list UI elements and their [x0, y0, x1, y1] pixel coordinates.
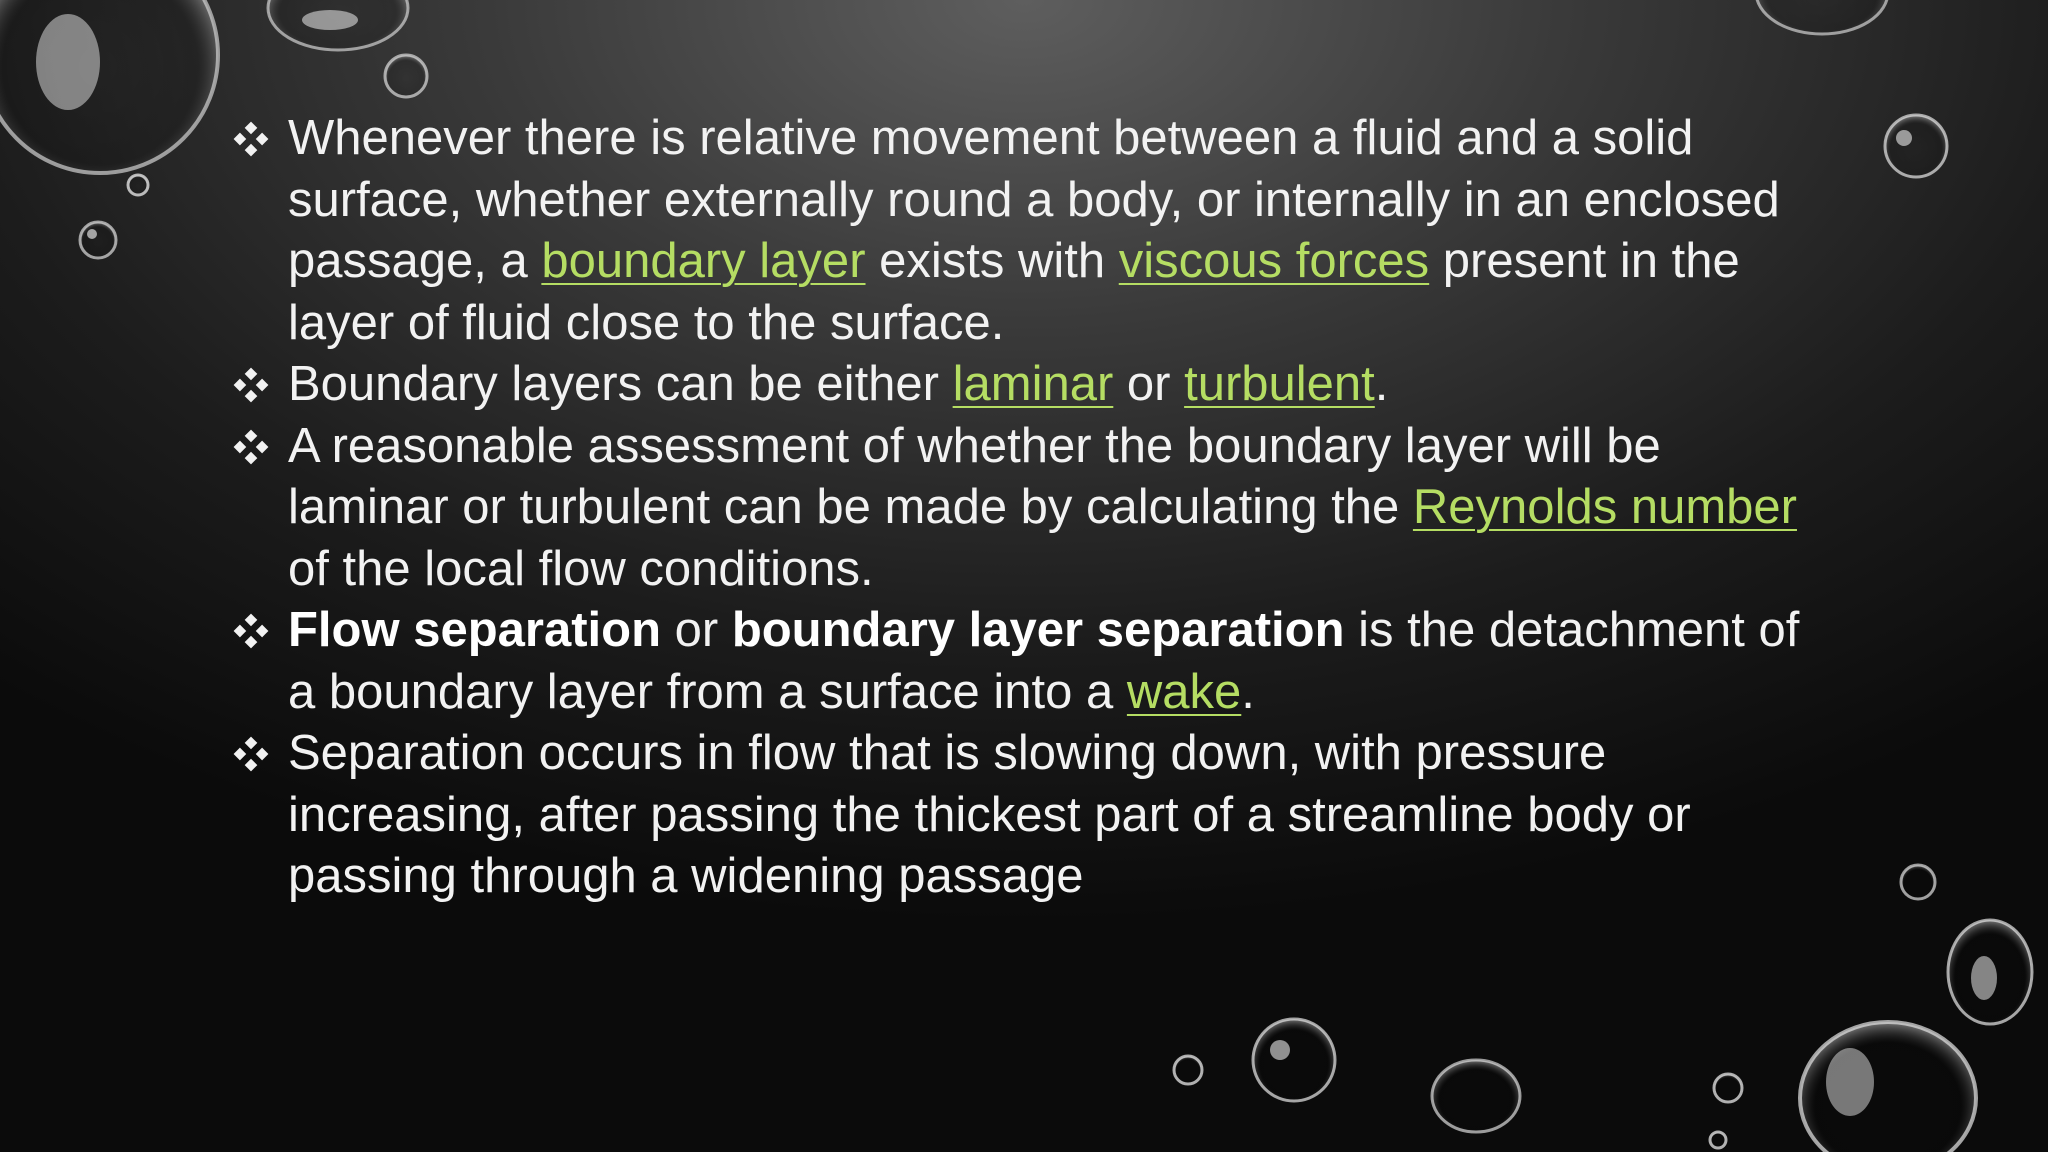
bullet-text: Whenever there is relative movement between a fluid and a solid surface, whether externally round a body, or internally in an enclosed passage, a	[288, 111, 1780, 288]
bold-term-boundary-layer-separation: boundary layer separation	[731, 603, 1345, 657]
link-boundary-layer[interactable]: boundary layer	[541, 234, 866, 288]
link-reynolds-number[interactable]: Reynolds number	[1412, 480, 1797, 534]
link-turbulent[interactable]: turbulent	[1184, 357, 1375, 411]
four-diamond-bullet-icon	[232, 366, 270, 404]
droplet	[1800, 1022, 1976, 1152]
four-diamond-bullet-icon	[232, 120, 270, 158]
droplet	[1756, 0, 1888, 34]
droplet	[80, 222, 116, 258]
bullet-item	[232, 354, 1812, 416]
four-diamond-bullet-icon	[232, 612, 270, 650]
bullet-text: A reasonable assessment of whether the boundary layer will be laminar or turbulent can be made by calculating the	[288, 418, 1661, 534]
four-diamond-bullet-icon	[232, 735, 270, 773]
bullet-text: present in the layer of fluid close to the surface.	[288, 234, 1740, 350]
bullet-text: or	[661, 603, 732, 657]
bullet-text: .	[1374, 357, 1389, 411]
bullet-item	[232, 108, 1812, 354]
bullet-text: of the local flow conditions.	[288, 541, 874, 596]
link-wake[interactable]: wake	[1126, 664, 1242, 719]
bullet-list	[232, 108, 1812, 908]
bullet-text: .	[1241, 664, 1255, 719]
droplet	[268, 0, 408, 50]
droplet	[0, 0, 218, 173]
bullet-text: is the detachment of a boundary layer from a surface into a	[288, 603, 1800, 719]
droplet	[1885, 115, 1947, 177]
droplet	[128, 175, 148, 195]
four-diamond-bullet-icon	[232, 428, 270, 466]
droplet	[1714, 1074, 1742, 1102]
bullet-item	[232, 416, 1812, 601]
bullet-text: Separation occurs in flow that is slowing down, with pressure increasing, after passing the thickest part of a streamline body or passing through a widening passage	[288, 726, 1691, 903]
bold-term-flow-separation: Flow separation	[288, 603, 662, 657]
bullet-text: exists with	[865, 234, 1119, 288]
droplet	[1710, 1132, 1726, 1148]
droplet	[385, 55, 427, 97]
bullet-text: or	[1113, 357, 1185, 411]
droplet	[1948, 920, 2032, 1024]
bullet-item	[232, 600, 1812, 723]
droplet	[1901, 865, 1935, 899]
droplet	[1174, 1056, 1202, 1084]
bullet-text: Boundary layers can be either	[288, 357, 953, 411]
link-viscous-forces[interactable]: viscous forces	[1118, 234, 1430, 288]
link-laminar[interactable]: laminar	[952, 357, 1114, 411]
droplet	[1253, 1019, 1335, 1101]
droplet	[1432, 1060, 1520, 1132]
bullet-item	[232, 723, 1812, 908]
